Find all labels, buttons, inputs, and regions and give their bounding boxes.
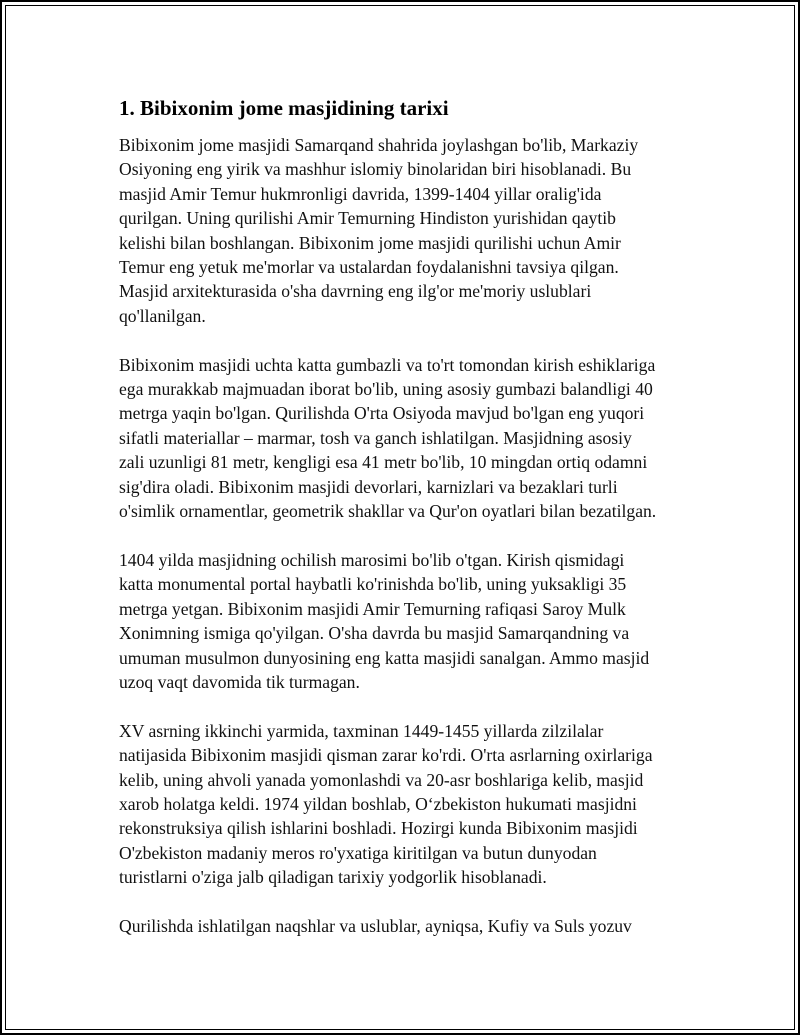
paragraph-5: Qurilishda ishlatilgan naqshlar va uslublar, ayniqsa, Kufiy va Suls yozuv <box>119 915 632 936</box>
paragraph-4: XV asrning ikkinchi yarmida, taxminan 1449-1455 yillarda zilzilalar natijasida Bibixonim masjidi qisman zarar ko'rdi. O'rta asrlarning oxirlariga kelib, uning ahvoli yanada yomonlashdi va 20-asr boshlariga kelib, masjid xarob holatga keldi. 1974 yildan boshlab, O‘zbekiston hukumati masjidni rekonstruksiya qilish ishlarini boshladi. Hozirgi kunda Bibixonim masjidi O'zbekiston madaniy meros ro'yxatiga kiritilgan va butun dunyodan turistlarni o'ziga jalb qiladigan tarixiy yodgorlik hisoblanadi. <box>119 720 653 888</box>
paragraph-2: Bibixonim masjidi uchta katta gumbazli va to'rt tomondan kirish eshiklariga ega murakkab majmuadan iborat bo'lib, uning asosiy gumbazi balandligi 40 metrga yaqin bo'lgan. Qurilishda O'rta Osiyoda mavjud bo'lgan eng yuqori sifatli materiallar – marmar, tosh va ganch ishlatilgan. Masjidning asosiy zali uzunligi 81 metr, kengligi esa 41 metr bo'lib, 10 mingdan ortiq odamni sig'dira oladi. Bibixonim masjidi devorlari, karnizlari va bezaklari turli o'simlik ornamentlar, geometrik shakllar va Qur'on oyatlari bilan bezatilgan. <box>119 354 657 522</box>
page-inner-border <box>5 5 795 1030</box>
paragraph-1: Bibixonim jome masjidi Samarqand shahrida joylashgan bo'lib, Markaziy Osiyoning eng yirik va mashhur islomiy binolaridan biri hisoblanadi. Bu masjid Amir Temur hukmronligi davrida, 1399-1404 yillar oralig'ida qurilgan. Uning qurilishi Amir Temurning Hindiston yurishidan qaytib kelishi bilan boshlangan. Bibixonim jome masjidi qurilishi uchun Amir Temur eng yetuk me'morlar va ustalardan foydalanishni tavsiya qilgan. Masjid arxitekturasida o'sha davrning eng ilg'or me'moriy uslublari qo'llanilgan. <box>119 135 639 326</box>
section-heading: 1. Bibixonim jome masjidining tarixi <box>119 96 449 120</box>
document-body <box>119 96 684 963</box>
paragraph-3: 1404 yilda masjidning ochilish marosimi bo'lib o'tgan. Kirish qismidagi katta monumental portal haybatli ko'rinishda bo'lib, uning yuksakligi 35 metrga yetgan. Bibixonim masjidi Amir Temurning rafiqasi Saroy Mulk Xonimning ismiga qo'yilgan. O'sha davrda bu masjid Samarqandning va umuman musulmon dunyosining eng katta masjidi sanalgan. Ammo masjid uzoq vaqt davomida tik turmagan. <box>119 549 650 692</box>
